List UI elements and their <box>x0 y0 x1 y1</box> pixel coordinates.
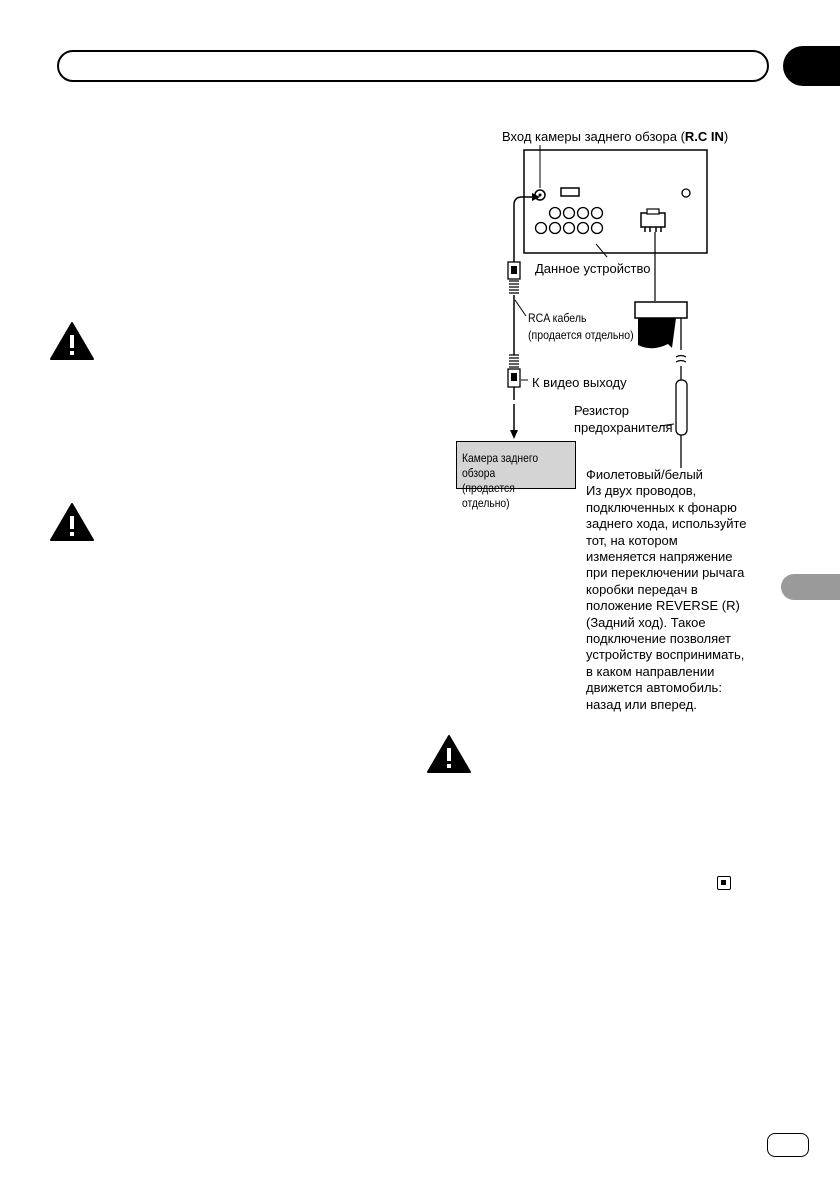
harness-connector <box>635 302 687 318</box>
rca-cable-label: RCA кабель <box>528 311 587 325</box>
rear-camera-label: Камера заднего обзора (продается отдельно) <box>462 451 539 510</box>
unit-label: Данное устройство <box>535 261 651 276</box>
rca-cable-note: (продается отдельно) <box>528 328 634 342</box>
power-connector <box>641 213 665 227</box>
rca-plug-top <box>508 262 520 293</box>
wire-description: Фиолетовый/белый Из двух проводов, подключенных к фонарю заднего хода, используйте тот, на котором изменяется напряжение при переключении рычага коробки передач в положение REVERSE (R) (Задний ход). Такое подключение позволяет устройству воспринимать, в каком направлении движется автомобиль: назад или вперед. <box>586 467 747 712</box>
end-of-section-icon <box>717 876 731 890</box>
harness-wires <box>638 318 676 348</box>
page-number-box <box>767 1133 809 1157</box>
rca-plug-bottom <box>508 355 520 387</box>
fuse-label-line1: Резистор <box>574 403 630 418</box>
head-unit-panel <box>524 150 707 253</box>
fuse-resistor <box>676 380 687 435</box>
rear-camera-box <box>456 441 576 510</box>
video-out-label: К видео выходу <box>532 375 627 390</box>
fuse-label-line2: предохранителя <box>574 420 673 435</box>
rc-in-label: Вход камеры заднего обзора (R.C IN) <box>502 129 729 144</box>
